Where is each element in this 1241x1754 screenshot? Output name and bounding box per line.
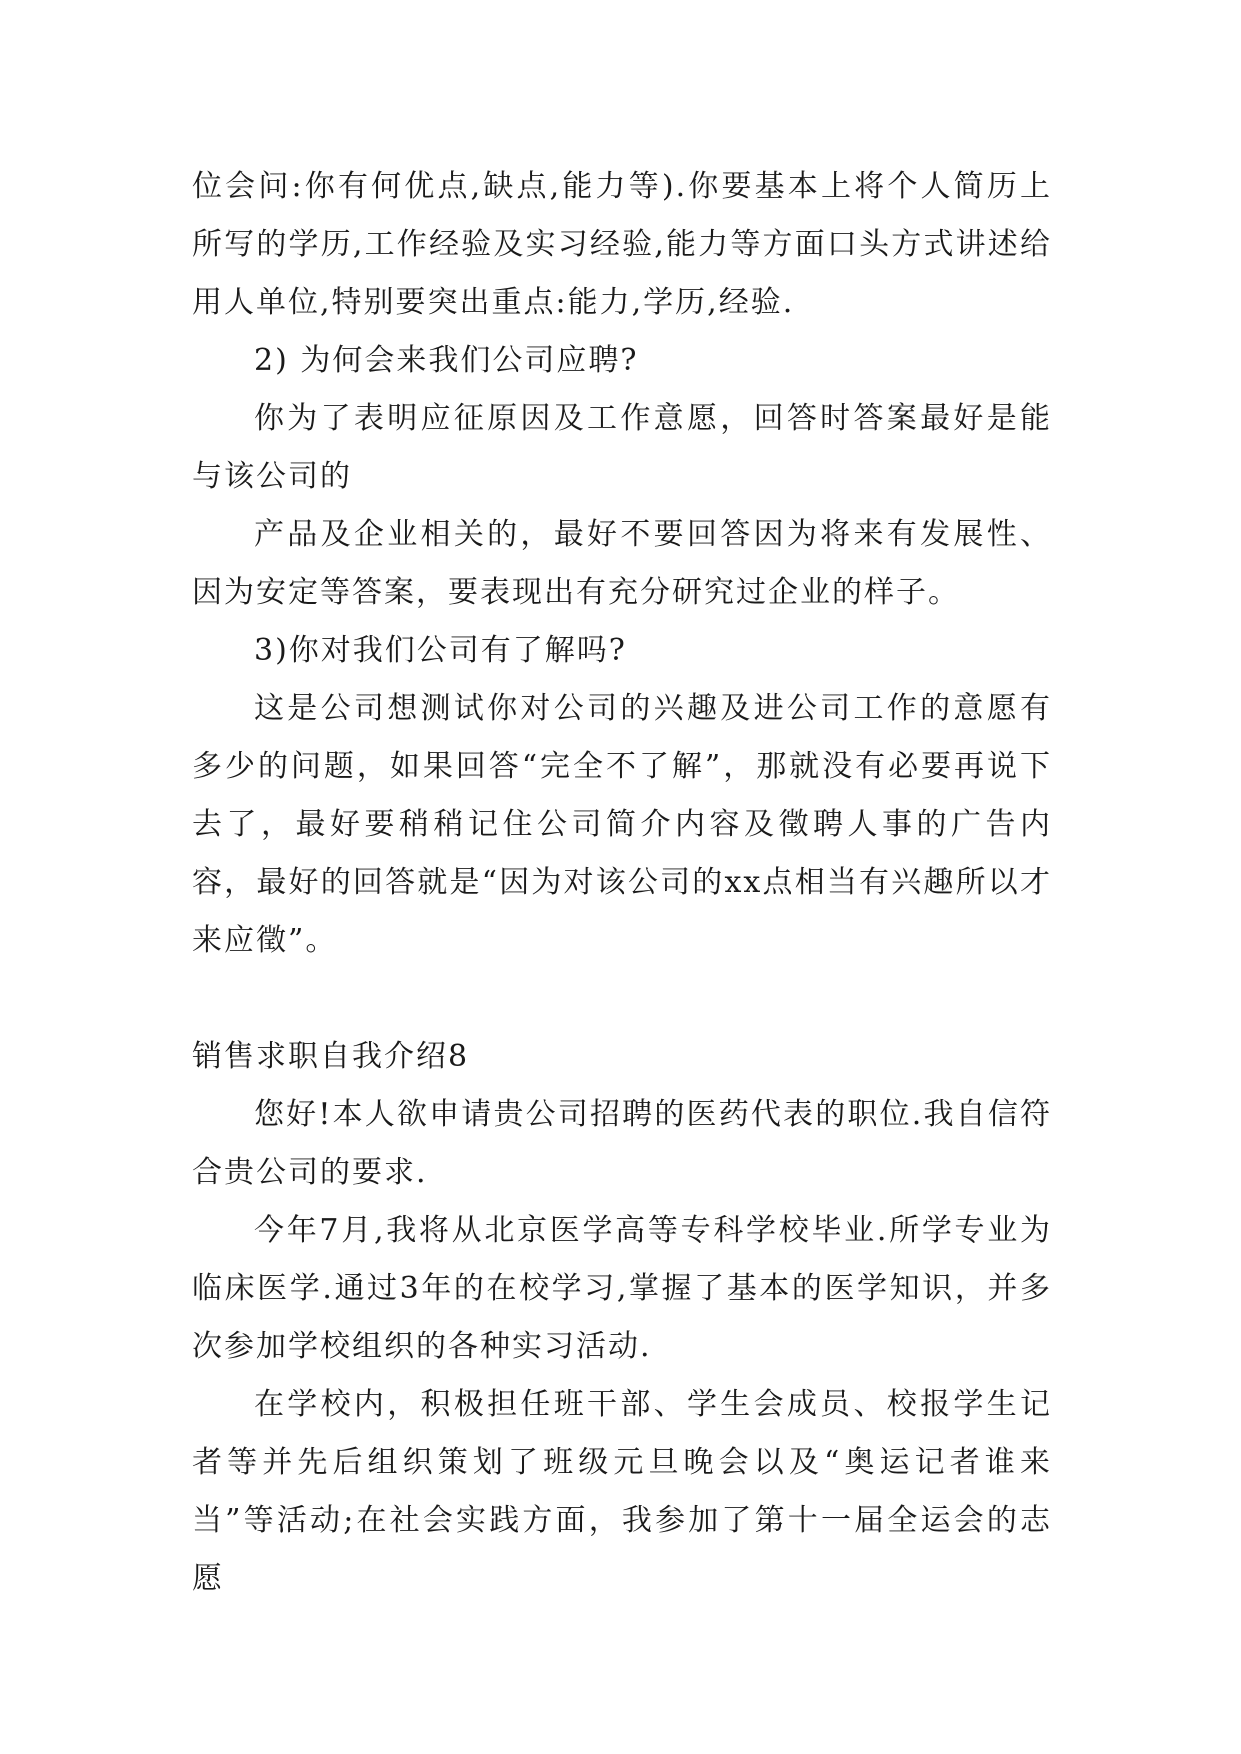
- paragraph: 今年7月,我将从北京医学高等专科学校毕业.所学专业为临床医学.通过3年的在校学习,掌握了基本的医学知识，并多次参加学校组织的各种实习活动.: [192, 1213, 1052, 1364]
- paragraph: 产品及企业相关的，最好不要回答因为将来有发展性、因为安定等答案，要表现出有充分研究过企业的样子。: [192, 517, 1052, 610]
- paragraph: 位会问:你有何优点,缺点,能力等).你要基本上将个人简历上所写的学历,工作经验及实习经验,能力等方面口头方式讲述给用人单位,特别要突出重点:能力,学历,经验.: [192, 169, 1052, 320]
- paragraph: 你为了表明应征原因及工作意愿，回答时答案最好是能与该公司的: [192, 401, 1052, 494]
- paragraph: 您好!本人欲申请贵公司招聘的医药代表的职位.我自信符合贵公司的要求.: [192, 1097, 1052, 1190]
- question-heading: 3)你对我们公司有了解吗?: [254, 633, 627, 668]
- document-body: [192, 158, 1052, 1608]
- section-title: 销售求职自我介绍8: [192, 1039, 470, 1074]
- question-heading: 2) 为何会来我们公司应聘?: [254, 343, 639, 378]
- paragraph: 这是公司想测试你对公司的兴趣及进公司工作的意愿有多少的问题，如果回答“完全不了解”，那就没有必要再说下去了，最好要稍稍记住公司简介内容及徵聘人事的广告内容，最好的回答就是“因为对该公司的xx点相当有兴趣所以才来应徵”。: [192, 691, 1052, 958]
- paragraph: 在学校内，积极担任班干部、学生会成员、校报学生记者等并先后组织策划了班级元旦晚会以及“奥运记者谁来当”等活动;在社会实践方面，我参加了第十一届全运会的志愿: [192, 1387, 1052, 1596]
